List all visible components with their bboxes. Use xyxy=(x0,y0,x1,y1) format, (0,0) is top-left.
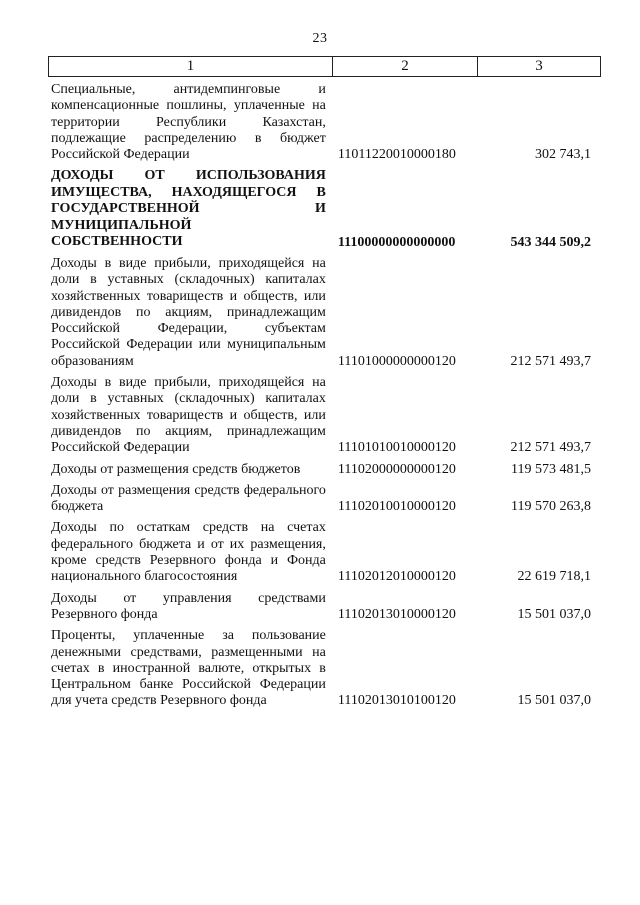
column-header-2: 2 xyxy=(333,57,478,77)
row-name: Доходы по остаткам средств на счетах федерального бюджета и от их размещения, кроме средств Резервного фонда и Фонда национального благосостояния xyxy=(51,520,326,585)
row-name: Проценты, уплаченные за пользование денежными средствами, размещенными на счетах в иностранной валюте, открытых в Центральном банке Российской Федерации для учета средств Резервного фонда xyxy=(51,628,326,709)
row-code: 11102013010000120 xyxy=(337,606,456,622)
row-amount: 15 501 037,0 xyxy=(517,606,591,622)
column-header-1: 1 xyxy=(49,57,333,77)
row-code: 11102012010000120 xyxy=(337,569,456,585)
table-row xyxy=(51,591,591,624)
page-number: 23 xyxy=(312,31,328,46)
table-row xyxy=(51,628,591,709)
row-code: 11101010010000120 xyxy=(337,440,456,456)
row-name: ДОХОДЫ ОТ ИСПОЛЬЗОВАНИЯ ИМУЩЕСТВА, НАХОДЯЩЕГОСЯ В ГОСУДАРСТВЕННОЙ И МУНИЦИПАЛЬНОЙ СОБСТВЕННОСТИ xyxy=(51,168,326,250)
table-row xyxy=(51,483,591,516)
row-code: 11102010010000120 xyxy=(337,499,456,515)
table-row xyxy=(51,256,591,370)
row-name: Доходы в виде прибыли, приходящейся на доли в уставных (складочных) капиталах хозяйственных товариществ и обществ, или дивидендов по акциям, принадлежащим Российской Федерации xyxy=(51,375,326,456)
row-amount: 212 571 493,7 xyxy=(510,440,591,456)
column-header-table xyxy=(48,56,601,77)
row-amount: 22 619 718,1 xyxy=(517,569,591,585)
revenue-table-body xyxy=(51,82,591,715)
row-code: 11102013010100120 xyxy=(337,693,456,709)
row-amount: 543 344 509,2 xyxy=(510,234,591,250)
table-row xyxy=(51,375,591,456)
row-code: 11100000000000000 xyxy=(337,234,456,250)
row-code: 11011220010000180 xyxy=(337,147,456,163)
table-row xyxy=(51,520,591,585)
row-code: 11102000000000120 xyxy=(337,461,456,477)
row-name: Специальные, антидемпинговые и компенсационные пошлины, уплаченные на территории Республики Казахстан, подлежащие распределению в бюджет Российской Федерации xyxy=(51,82,326,163)
row-code: 11101000000000120 xyxy=(337,353,456,369)
table-row xyxy=(51,462,591,478)
column-header-3: 3 xyxy=(478,57,601,77)
table-row xyxy=(51,168,591,251)
row-amount: 302 743,1 xyxy=(535,147,591,163)
row-name: Доходы от размещения средств бюджетов xyxy=(51,461,301,477)
row-amount: 119 570 263,8 xyxy=(511,499,591,515)
row-amount: 15 501 037,0 xyxy=(517,693,591,709)
row-name: Доходы в виде прибыли, приходящейся на доли в уставных (складочных) капиталах хозяйственных товариществ и обществ, или дивидендов по акциям, принадлежащим Российской Федерации, субъектам Российской Федерации или муниципальным образованиям xyxy=(51,255,326,369)
column-header-row xyxy=(49,57,601,77)
row-name: Доходы от размещения средств федерального бюджета xyxy=(51,482,326,515)
row-name: Доходы от управления средствами Резервного фонда xyxy=(51,590,326,622)
row-amount: 119 573 481,5 xyxy=(511,461,591,477)
table-row xyxy=(51,82,591,163)
row-amount: 212 571 493,7 xyxy=(510,353,591,369)
